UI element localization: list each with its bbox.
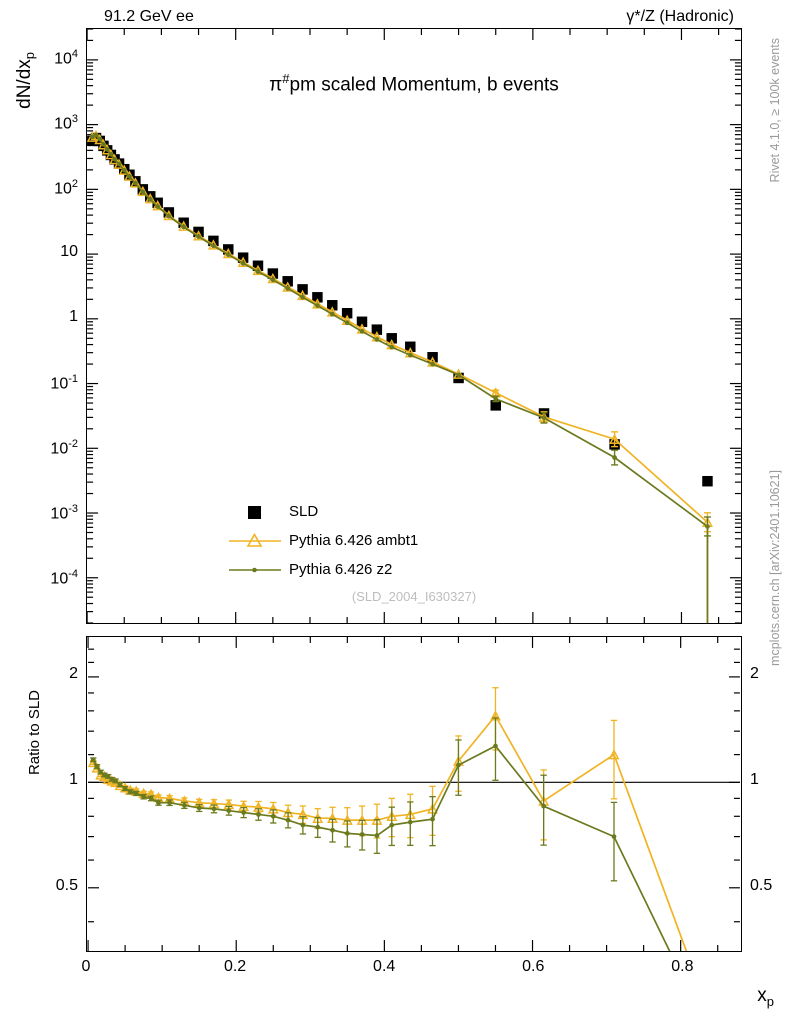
ratio-y-tick-label: 1 [69,771,78,789]
legend-marker-triangle-line [227,531,289,551]
x-axis-label-text: x [757,985,767,1006]
legend-label-sld: SLD [289,503,319,520]
main-y-axis-label [14,52,37,109]
main-plot-panel [86,28,742,624]
main-y-tick-label: $10^4$ [54,47,78,68]
main-y-tick-label: 1 [69,307,78,325]
main-y-axis-label-subscript: p [21,52,37,60]
x-tick-label: 0 [81,958,91,975]
main-y-tick-label: $10^{-3}$ [50,502,78,522]
legend-marker-dot-line [227,560,289,580]
x-tick-label: 0.8 [671,958,694,975]
plot-title-rest: pm scaled Momentum, b events [289,74,559,96]
plot-title-superscript: # [282,71,290,86]
main-y-tick-label: $10^2$ [54,177,78,198]
ratio-y-tick-label: 0.5 [750,877,773,895]
x-tick-label: 0.2 [223,958,247,975]
legend-marker-square [227,502,289,522]
ratio-y-tick-label: 0.5 [55,877,78,895]
mcplots-arxiv-annotation: mcplots.cern.ch [arXiv:2401.10621] [768,470,782,666]
ratio-plot-canvas [87,637,741,951]
x-tick-label: 0.6 [522,958,545,975]
ratio-y-tick-label: 2 [750,665,759,683]
legend [227,497,418,584]
main-y-tick-label: 10 [60,242,78,260]
ratio-y-tick-label: 1 [750,771,759,789]
plot-title-prefix: π [269,74,283,96]
legend-label-ambt1: Pythia 6.426 ambt1 [289,532,419,549]
x-axis-label-subscript: p [766,993,774,1009]
analysis-id-watermark: (SLD_2004_I630327) [351,589,477,604]
ratio-plot-panel [86,636,742,952]
main-y-tick-label: $10^3$ [54,112,78,133]
legend-item-ambt1 [227,526,418,555]
header-energy-label: 91.2 GeV ee [104,8,194,25]
x-axis-label [757,985,774,1009]
legend-item-sld [227,497,418,526]
legend-label-z2: Pythia 6.426 z2 [289,561,393,578]
ratio-y-tick-label: 2 [69,665,78,683]
main-y-tick-label: $10^{-1}$ [50,372,78,393]
legend-item-z2 [227,555,418,584]
header-process-label: γ*/Z (Hadronic) [626,8,734,25]
main-y-axis-label-text: dN/dx [14,59,35,109]
rivet-version-annotation: Rivet 4.1.0, ≥ 100k events [768,38,782,183]
x-tick-label: 0.4 [373,958,396,975]
main-y-tick-label: $10^{-2}$ [50,437,78,458]
ratio-y-axis-label: Ratio to SLD [26,690,43,776]
main-y-tick-label: $10^{-4}$ [50,567,78,587]
